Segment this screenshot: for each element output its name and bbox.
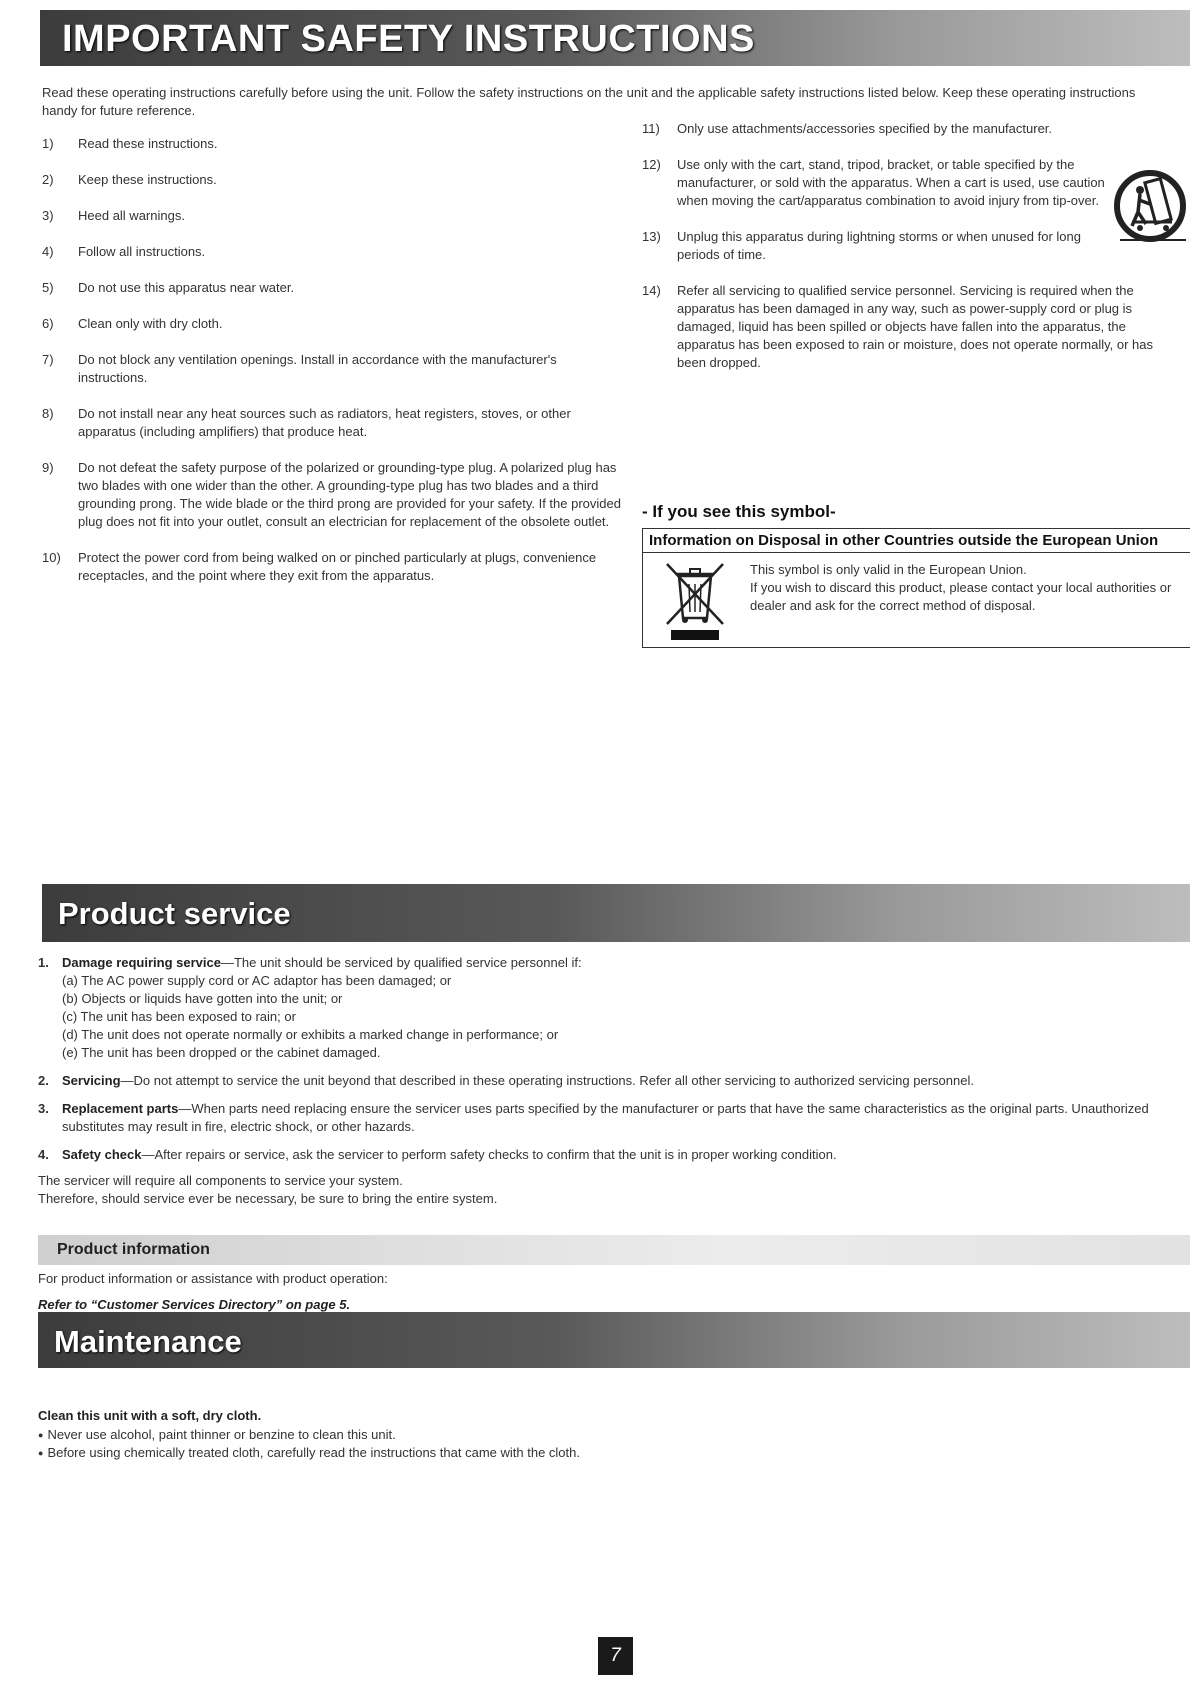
product-information-text: For product information or assistance with product operation: [38,1271,388,1286]
customer-services-reference: Refer to “Customer Services Directory” on page 5. [38,1297,351,1312]
maintenance-bullets [38,1426,580,1462]
item-number: 2. [38,1073,49,1088]
item-number: 6) [42,316,54,331]
item-text: —Do not attempt to service the unit beyond that described in these operating instructions. Refer all other servicing to authorized servicing personnel. [120,1073,974,1088]
service-note-line-2: Therefore, should service ever be necessary, be sure to bring the entire system. [38,1191,498,1206]
product-information-heading: Product information [38,1235,1190,1265]
item-label: Safety check [62,1147,142,1162]
list-item: ● Never use alcohol, paint thinner or benzine to clean this unit. [38,1426,580,1444]
item-number: 1) [42,136,54,151]
item-text: Heed all warnings. [78,208,185,223]
item-number: 1. [38,955,49,970]
safety-intro: Read these operating instructions carefully before using the unit. Follow the safety instructions on the unit and the applicable safety instructions listed below. Keep these operating instructions handy for future reference. [42,85,1136,118]
item-text: Only use attachments/accessories specified by the manufacturer. [677,121,1053,136]
disposal-line-2: If you wish to discard this product, please contact your local authorities or dealer and ask for the correct method of disposal. [750,580,1172,613]
list-item [42,171,602,189]
list-item [38,1072,1178,1090]
item-number: 4) [42,244,54,259]
safety-list-right [642,120,1182,372]
product-service-banner: Product service [42,884,1190,942]
list-item [642,120,1182,138]
list-item [42,459,634,531]
disposal-text [750,561,1190,615]
item-number: 4. [38,1147,49,1162]
maintenance-subtitle: Clean this unit with a soft, dry cloth. [38,1408,262,1423]
sub-item: (e) The unit has been dropped or the cabinet damaged. [62,1045,381,1060]
disposal-info-box [642,528,1190,648]
list-item [42,279,602,297]
sub-item: (c) The unit has been exposed to rain; or [62,1009,296,1024]
safety-list-left [42,135,621,585]
item-text: Keep these instructions. [78,172,217,187]
item-number: 5) [42,280,54,295]
safety-title-banner: IMPORTANT SAFETY INSTRUCTIONS [40,10,1190,66]
item-text: Unplug this apparatus during lightning storms or when unused for long periods of time. [677,229,1081,262]
list-item [42,243,602,261]
list-item [642,156,1125,210]
list-item [42,351,618,387]
item-text: Protect the power cord from being walked on or pinched particularly at plugs, convenience receptacles, and the point where they exit from the apparatus. [78,550,597,583]
disposal-symbol-heading: - If you see this symbol- [642,502,836,521]
list-item [38,1100,1178,1136]
cart-tip-over-warning-icon [1110,160,1186,252]
item-text: Do not install near any heat sources such as radiators, heat registers, stoves, or other apparatus (including amplifiers) that produce heat. [78,406,571,439]
item-number: 12) [642,157,661,172]
list-item [38,954,1178,1062]
item-number: 9) [42,460,54,475]
list-item [42,549,608,585]
item-label: Servicing [62,1073,121,1088]
sub-list [62,972,1178,1062]
list-item [42,405,623,441]
item-text: Read these instructions. [78,136,218,151]
item-text: —The unit should be serviced by qualified service personnel if: [220,955,582,970]
list-item [42,315,602,333]
disposal-line-1: This symbol is only valid in the European Union. [750,562,1027,577]
item-text: Do not use this apparatus near water. [78,280,295,295]
item-number: 7) [42,352,54,367]
disposal-box-title: Information on Disposal in other Countries outside the European Union [643,529,1190,553]
crossed-bin-icon [663,562,727,640]
item-label: Replacement parts [62,1101,179,1116]
service-note-line-1: The servicer will require all components to service your system. [38,1173,403,1188]
service-note [38,1172,497,1208]
item-number: 11) [642,121,660,136]
sub-item: (d) The unit does not operate normally or exhibits a marked change in performance; or [62,1027,559,1042]
item-number: 3) [42,208,54,223]
item-label: Damage requiring service [62,955,221,970]
list-item [42,207,602,225]
item-number: 13) [642,229,661,244]
item-number: 3. [38,1101,49,1116]
list-item [642,282,1182,372]
item-text: Refer all servicing to qualified service personnel. Servicing is required when the apparatus has been damaged in any way, such as power-supply cord or plug is damaged, liquid has been spilled or objects have fallen into the apparatus, the apparatus has been exposed to rain or moisture, does not operate normally, or has been dropped. [677,283,1153,370]
page-number: 7 [598,1637,633,1675]
product-service-list [38,954,1178,1174]
item-text: Follow all instructions. [78,244,206,259]
list-item: ● Before using chemically treated cloth, carefully read the instructions that came with the cloth. [38,1444,580,1462]
item-number: 10) [42,550,61,565]
item-number: 14) [642,283,661,298]
sub-item: (a) The AC power supply cord or AC adaptor has been damaged; or [62,973,452,988]
item-text: Do not defeat the safety purpose of the polarized or grounding-type plug. A polarized plug has two blades with one wider than the other. A grounding-type plug has two blades and a third grounding prong. The wide blade or the third prong are provided for your safety. If the provided plug does not fit into your outlet, consult an electrician for replacement of the obsolete outlet. [78,460,621,529]
list-item [42,135,602,153]
list-item [38,1146,1178,1164]
item-number: 2) [42,172,54,187]
item-text: Do not block any ventilation openings. Install in accordance with the manufacturer's instructions. [78,352,557,385]
item-text: Use only with the cart, stand, tripod, bracket, or table specified by the manufacturer, or sold with the apparatus. When a cart is used, use caution when moving the cart/apparatus combination to avoid injury from tip-over. [677,157,1105,208]
item-text: —When parts need replacing ensure the servicer uses parts specified by the manufacturer or parts that have the same characteristics as the original parts. Unauthorized substitutes may result in fire, electric shock, or other hazards. [62,1101,1149,1134]
maintenance-banner: Maintenance [38,1312,1190,1368]
item-number: 8) [42,406,54,421]
list-item [642,228,1125,264]
item-text: Clean only with dry cloth. [78,316,223,331]
item-text: —After repairs or service, ask the servicer to perform safety checks to confirm that the unit is in proper working condition. [141,1147,837,1162]
sub-item: (b) Objects or liquids have gotten into the unit; or [62,991,343,1006]
